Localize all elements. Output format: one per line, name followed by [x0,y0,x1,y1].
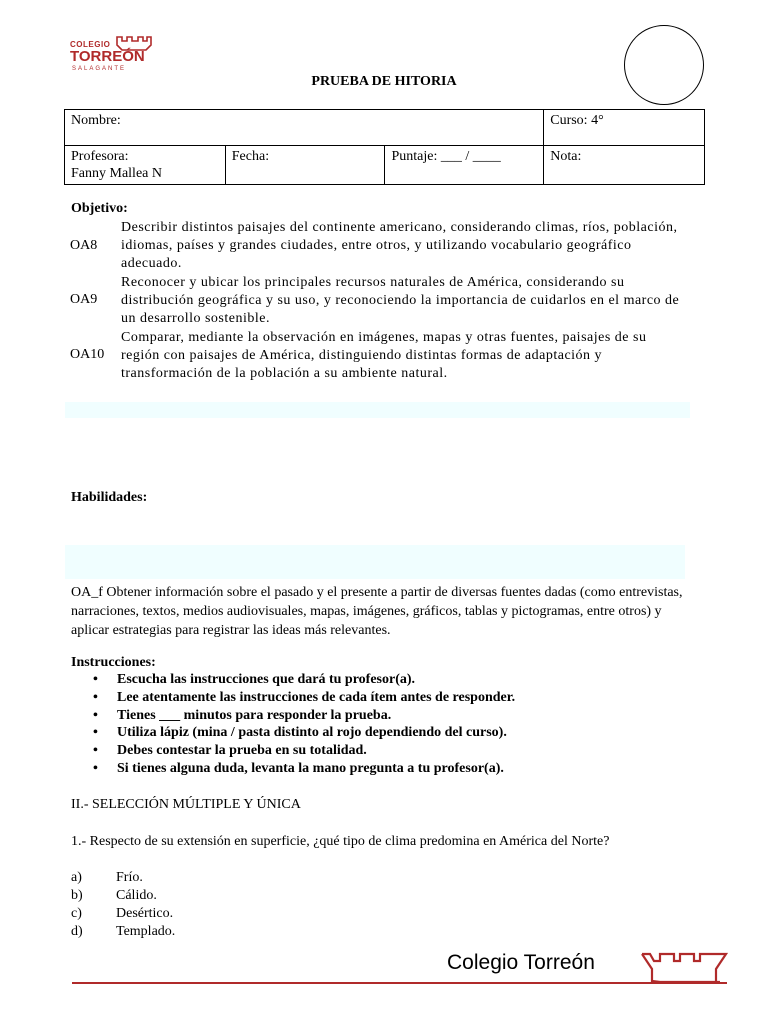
instruction-text: Utiliza lápiz (mina / pasta distinto al rojo dependiendo del curso). [117,725,507,741]
answer-option[interactable] [71,905,175,923]
profesora-label: Profesora: [71,149,129,164]
oa-code: OA10 [70,347,105,362]
objetivo-title: Objetivo: [71,201,128,216]
instruction-text: Si tienes alguna duda, levanta la mano pregunta a tu profesor(a). [117,760,504,776]
habilidades-title: Habilidades: [71,490,148,505]
footer-school-name: Colegio Torreón [447,951,595,974]
highlight-band [65,545,685,579]
profesora-name: Fanny Mallea N [71,166,162,181]
grade-circle [624,25,704,105]
instruction-text: Lee atentamente las instrucciones de cada ítem antes de responder. [117,689,516,705]
nombre-label: Nombre: [71,113,121,128]
logo-line-1: COLEGIO [70,40,111,49]
logo-line-3: SALAGANTE [72,66,127,72]
option-letter: b) [71,888,83,903]
option-letter: a) [71,870,82,885]
school-logo [70,35,155,75]
option-text: Frío. [116,870,143,885]
fecha-label: Fecha: [231,149,270,164]
instrucciones-title: Instrucciones: [71,655,156,670]
bullet-icon: • [93,743,98,759]
list-item [71,742,515,760]
puntaje-label: Puntaje: ___ / ____ [391,149,501,164]
question-text: 1.- Respecto de su extensión en superficie, ¿qué tipo de clima predomina en América del Norte? [71,834,610,849]
option-text: Desértico. [116,906,174,921]
student-info-table [64,109,705,185]
section-title: II.- SELECCIÓN MÚLTIPLE Y ÚNICA [71,797,301,812]
instruction-text: Tienes ___ minutos para responder la prueba. [117,707,392,723]
option-letter: d) [71,924,83,939]
answer-option[interactable] [71,887,175,905]
answer-option[interactable] [71,869,175,887]
list-item [71,760,515,778]
option-text: Cálido. [116,888,157,903]
page-title: PRUEBA DE HITORIA [311,74,457,89]
tower-crest-icon [116,35,152,51]
oa-code: OA9 [70,292,98,307]
list-item [71,671,515,689]
list-item [71,724,515,742]
instruction-text: Debes contestar la prueba en su totalidad. [117,743,367,759]
oa-text: Comparar, mediante la observación en imágenes, mapas y otras fuentes, paisajes de su región con paisajes de América, distinguiendo distintas formas de adaptación y transformación de la población a su ambiente natural. [121,330,647,381]
list-item [71,689,515,707]
oa-text: Describir distintos paisajes del continente americano, considerando climas, ríos, población, idiomas, países y grandes ciudades, entre otros, y utilizando vocabulario geográfico adecuado. [121,220,678,271]
instrucciones-list [71,671,515,778]
nota-label: Nota: [550,149,582,164]
answer-options [71,869,175,941]
fecha-cell[interactable] [225,146,385,185]
bullet-icon: • [93,689,98,705]
nombre-cell[interactable] [65,110,544,146]
bullet-icon: • [93,760,98,776]
habilidades-text: OA_f Obtener información sobre el pasado y el presente a partir de diversas fuentes dadas (como entrevistas, narraciones, textos, medios audiovisuales, mapas, imágenes, gráficos, tablas y pictogramas, entre otros) y aplicar estrategias para registrar las ideas más relevantes. [71,585,683,638]
logo-line-2: TORREÓN [70,48,145,65]
curso-cell[interactable] [544,110,705,146]
footer-divider [72,982,727,984]
nota-cell[interactable] [544,146,705,185]
instruction-text: Escucha las instrucciones que dará tu profesor(a). [117,672,416,687]
highlight-band [65,402,690,418]
option-text: Templado. [116,924,176,939]
list-item [71,707,515,725]
bullet-icon: • [93,725,98,741]
bullet-icon: • [93,672,98,687]
tower-crest-icon [640,951,728,985]
bullet-icon: • [93,707,98,723]
puntaje-cell[interactable] [385,146,544,185]
oa-text: Reconocer y ubicar los principales recursos naturales de América, considerando su distribución geográfica y su uso, y reconociendo la importancia de cuidarlos en el marco de un desarrollo sostenible. [121,275,680,326]
curso-label: Curso: 4° [550,113,604,128]
answer-option[interactable] [71,923,175,941]
option-letter: c) [71,906,82,921]
oa-code: OA8 [70,238,98,253]
profesora-cell [65,146,226,185]
